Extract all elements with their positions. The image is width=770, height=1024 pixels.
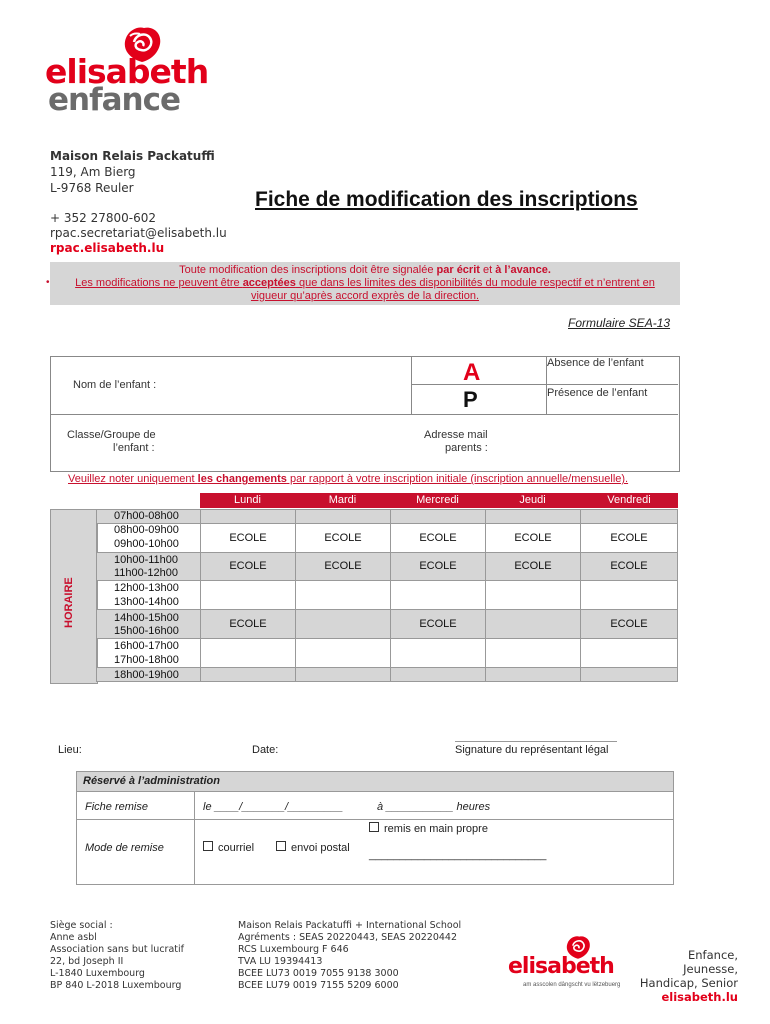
main-line: _____________________________ xyxy=(369,849,547,861)
footer-left-line: L-1840 Luxembourg xyxy=(50,968,145,979)
class-label-1: Classe/Groupe de xyxy=(67,429,156,441)
checkbox-icon[interactable] xyxy=(369,822,379,832)
slot-cell[interactable] xyxy=(485,580,581,610)
day-monday: Lundi xyxy=(200,493,296,508)
slot-cell[interactable] xyxy=(295,638,391,668)
slot-ecole[interactable]: ECOLE xyxy=(580,552,678,581)
notice-l2c: que dans les limites des disponibilités du module respectif et n’entrent en xyxy=(295,277,655,289)
changes-note xyxy=(68,473,628,485)
notice-l1c: et xyxy=(479,264,496,276)
time-slot: 18h00-19h00 xyxy=(114,669,179,681)
date-fill[interactable]: le ____/_______/_________ xyxy=(203,801,344,813)
time-slot: 17h00-18h00 xyxy=(114,654,179,666)
slot-ecole[interactable]: ECOLE xyxy=(295,523,391,553)
time-fill[interactable]: à ___________ heures xyxy=(377,801,491,813)
slot-cell[interactable] xyxy=(580,509,678,524)
date-label: Date: xyxy=(252,744,279,756)
tag-line: Handicap, Senior xyxy=(639,976,738,990)
note-a: Veuillez noter uniquement xyxy=(68,473,198,485)
horaire-text: HORAIRE xyxy=(63,577,75,628)
slot-cell[interactable] xyxy=(485,609,581,639)
bullet-dot: • xyxy=(46,277,50,288)
slot-ecole[interactable]: ECOLE xyxy=(200,552,296,581)
slot-ecole[interactable]: ECOLE xyxy=(580,609,678,639)
footer-left-line: Siège social : xyxy=(50,920,113,931)
time-slot: 16h00-17h00 xyxy=(114,640,179,652)
slot-cell[interactable] xyxy=(200,667,296,682)
main-label: remis en main propre xyxy=(384,823,488,835)
org-name: Maison Relais Packatuffi xyxy=(50,149,215,163)
page-title: Fiche de modification des inscriptions xyxy=(255,188,638,211)
email-label-1: Adresse mail xyxy=(424,429,488,441)
slot-ecole[interactable]: ECOLE xyxy=(485,523,581,553)
presence-letter: P xyxy=(463,387,478,412)
time-slot: 13h00-14h00 xyxy=(114,596,179,608)
footer-logo-sub: am asscolen dângscht vu lëtzebuerg xyxy=(523,982,621,988)
signature-label: Signature du représentant légal xyxy=(455,744,609,756)
slot-cell[interactable] xyxy=(485,667,581,682)
admin-box xyxy=(76,771,674,885)
footer-mid-line: BCEE LU73 0019 7055 9138 3000 xyxy=(238,968,399,979)
time-slot: 12h00-13h00 xyxy=(114,582,179,594)
class-label-2: l’enfant : xyxy=(113,442,155,454)
footer-mid-line: BCEE LU79 0019 7155 5209 6000 xyxy=(238,980,399,991)
envoi-option[interactable] xyxy=(276,841,350,854)
slot-ecole[interactable]: ECOLE xyxy=(295,552,391,581)
footer-left-line: BP 840 L-2018 Luxembourg xyxy=(50,980,182,991)
child-info-box xyxy=(50,356,680,472)
slot-cell[interactable] xyxy=(580,667,678,682)
slot-ecole[interactable]: ECOLE xyxy=(390,552,486,581)
slot-cell[interactable] xyxy=(580,638,678,668)
time-slot: 09h00-10h00 xyxy=(114,538,179,550)
email-label-2: parents : xyxy=(445,442,488,454)
footer-logo: elisabeth xyxy=(508,954,614,979)
org-email[interactable]: rpac.secretariat@elisabeth.lu xyxy=(50,226,227,240)
notice-l1a: Toute modification des inscriptions doit être signalée xyxy=(179,264,437,276)
fiche-remise-label: Fiche remise xyxy=(85,801,148,813)
footer-tagline xyxy=(630,948,738,1004)
footer-left-line: 22, bd Joseph II xyxy=(50,956,124,967)
days-header-row xyxy=(96,493,678,509)
presence-label: Présence de l’enfant xyxy=(547,387,648,399)
checkbox-icon[interactable] xyxy=(276,841,286,851)
notice-l1d: à l’avance. xyxy=(495,264,551,276)
tag-line: Enfance, Jeunesse, xyxy=(683,948,738,976)
slot-ecole[interactable]: ECOLE xyxy=(200,523,296,553)
logo-word-elisabeth: elisabeth xyxy=(45,52,209,91)
slot-cell[interactable] xyxy=(200,509,296,524)
slot-cell[interactable] xyxy=(390,580,486,610)
slot-ecole[interactable]: ECOLE xyxy=(390,523,486,553)
envoi-label: envoi postal xyxy=(291,842,350,854)
day-thursday: Jeudi xyxy=(485,493,581,508)
slot-cell[interactable] xyxy=(390,509,486,524)
courriel-label: courriel xyxy=(218,842,255,854)
absence-label: Absence de l’enfant xyxy=(547,357,644,369)
slot-cell[interactable] xyxy=(200,580,296,610)
signature-line xyxy=(455,741,617,742)
time-slot: 07h00-08h00 xyxy=(114,510,179,522)
slot-cell[interactable] xyxy=(295,667,391,682)
absence-letter: A xyxy=(463,359,481,386)
footer-mid-line: RCS Luxembourg F 646 xyxy=(238,944,349,955)
slot-cell[interactable] xyxy=(295,609,391,639)
org-street: 119, Am Bierg xyxy=(50,165,136,179)
slot-cell[interactable] xyxy=(390,667,486,682)
checkbox-icon[interactable] xyxy=(203,841,213,851)
notice-l2a: Les modifications ne peuvent être xyxy=(75,277,243,289)
child-name-label: Nom de l’enfant : xyxy=(73,379,157,391)
time-slot: 10h00-11h00 xyxy=(114,554,179,566)
day-tuesday: Mardi xyxy=(295,493,391,508)
day-wednesday: Mercredi xyxy=(390,493,486,508)
slot-cell[interactable] xyxy=(485,638,581,668)
slot-ecole[interactable]: ECOLE xyxy=(485,552,581,581)
day-friday: Vendredi xyxy=(580,493,679,508)
footer-mid-line: TVA LU 19394413 xyxy=(238,956,323,967)
time-slot: 11h00-12h00 xyxy=(114,567,179,579)
footer-mid-line: Maison Relais Packatuffi + International School xyxy=(238,920,462,931)
org-city: L-9768 Reuler xyxy=(50,181,134,195)
time-slot: 14h00-15h00 xyxy=(114,612,179,624)
notice-l3: vigueur qu’après accord exprès de la direction. xyxy=(250,290,480,302)
note-b: les changements xyxy=(197,473,287,485)
org-web[interactable]: rpac.elisabeth.lu xyxy=(50,241,165,255)
org-phone: + 352 27800-602 xyxy=(50,211,156,225)
notice-l2b: acceptées xyxy=(242,277,296,289)
footer-web[interactable]: elisabeth.lu xyxy=(661,990,738,1004)
time-slot: 08h00-09h00 xyxy=(114,524,179,536)
footer-mid xyxy=(238,920,461,992)
footer-left-line: Association sans but lucratif xyxy=(50,944,184,955)
slot-cell[interactable] xyxy=(200,638,296,668)
notice-box xyxy=(50,262,680,305)
footer-mid-line: Agréments : SEAS 20220443, SEAS 20220442 xyxy=(238,932,458,943)
time-slot: 15h00-16h00 xyxy=(114,625,179,637)
notice-l1b: par écrit xyxy=(436,264,480,276)
slot-ecole[interactable]: ECOLE xyxy=(390,609,486,639)
mode-remise-label: Mode de remise xyxy=(85,842,164,854)
lieu-label: Lieu: xyxy=(58,744,82,756)
form-reference: Formulaire SEA-13 xyxy=(568,316,671,330)
logo-word-enfance: enfance xyxy=(48,82,180,118)
slot-cell[interactable] xyxy=(580,580,678,610)
note-c: par rapport à votre inscription initiale (inscription annuelle/mensuelle). xyxy=(286,473,629,485)
org-address xyxy=(50,148,215,196)
org-contact xyxy=(50,211,227,256)
horaire-side-label xyxy=(50,509,98,684)
slot-cell[interactable] xyxy=(485,509,581,524)
main-option[interactable] xyxy=(369,822,488,835)
footer-left-line: Anne asbl xyxy=(50,932,97,943)
slot-ecole[interactable]: ECOLE xyxy=(580,523,678,553)
slot-cell[interactable] xyxy=(390,638,486,668)
footer-left xyxy=(50,920,184,992)
slot-cell[interactable] xyxy=(295,509,391,524)
slot-cell[interactable] xyxy=(295,580,391,610)
slot-ecole[interactable]: ECOLE xyxy=(200,609,296,639)
courriel-option[interactable] xyxy=(203,841,254,854)
admin-header: Réservé à l’administration xyxy=(77,772,673,791)
